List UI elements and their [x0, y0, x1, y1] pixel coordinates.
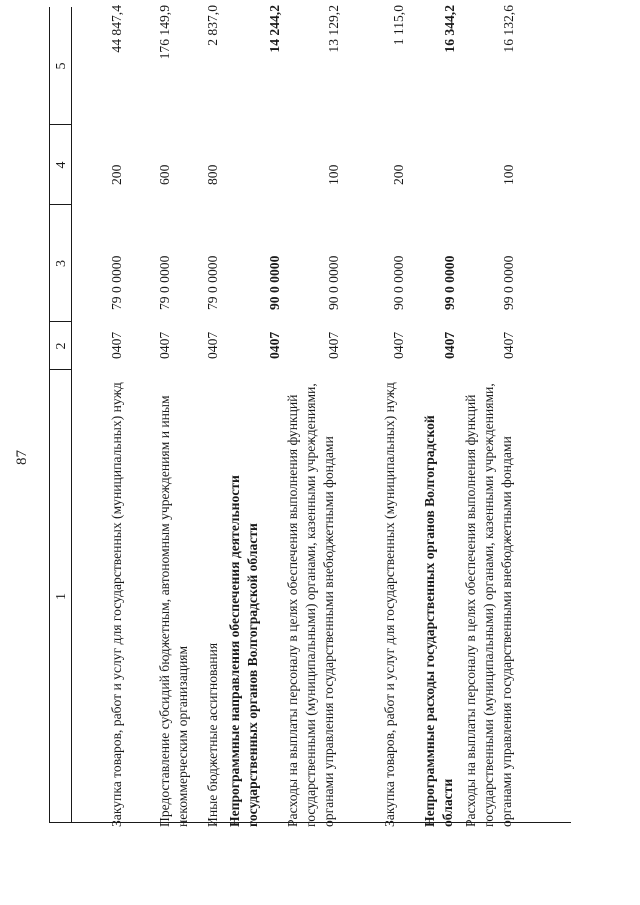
row-type: 200	[391, 164, 406, 185]
row-description: Непрограммные расходы государственных органов Волгоградской области	[422, 415, 455, 827]
row-amount: 16 344,2	[442, 5, 457, 53]
table-top-line	[49, 7, 50, 823]
header-bottom-line	[71, 7, 72, 823]
header-col-2: 2	[54, 342, 69, 350]
row-amount: 176 149,9	[157, 5, 172, 60]
row-code: 0407	[157, 331, 172, 359]
row-target: 79 0 0000	[157, 255, 172, 310]
row-code: 0407	[326, 331, 341, 359]
row-code: 0407	[442, 331, 457, 359]
row-code: 0407	[267, 331, 282, 359]
row-amount: 13 129,2	[326, 5, 341, 53]
row-amount: 16 132,6	[501, 5, 516, 53]
row-target: 99 0 0000	[442, 255, 457, 310]
header-col-3: 3	[54, 260, 69, 267]
page-number: 87	[14, 450, 30, 465]
row-type: 100	[326, 164, 341, 185]
row-type: 100	[501, 164, 516, 185]
row-type: 800	[205, 164, 220, 185]
row-target: 79 0 0000	[205, 255, 220, 310]
row-type: 200	[109, 164, 124, 185]
row-amount: 2 837,0	[205, 5, 220, 46]
row-code: 0407	[109, 331, 124, 359]
header-col-5: 5	[54, 62, 69, 70]
row-description: Расходы на выплаты персоналу в целях обеспечения выполнения функций государственными (муниципальными) органами, казенными учреждениями, органами управления государственными внебюджетными фондами	[463, 383, 514, 827]
row-code: 0407	[501, 331, 516, 359]
row-amount: 14 244,2	[267, 5, 282, 53]
row-target: 90 0 0000	[267, 255, 282, 310]
row-amount: 1 115,0	[391, 5, 406, 46]
row-description: Расходы на выплаты персоналу в целях обеспечения выполнения функций государственными (муниципальными) органами, казенными учреждениями, органами управления государственными внебюджетными фондами	[285, 383, 336, 827]
row-description: Предоставление субсидий бюджетным, автономным учреждениям и иным некоммерческим организациям	[157, 395, 190, 827]
row-target: 99 0 0000	[501, 255, 516, 310]
row-description: Закупка товаров, работ и услуг для государственных (муниципальных) нужд	[382, 382, 397, 827]
row-description: Иные бюджетные ассигнования	[205, 642, 220, 827]
row-description: Закупка товаров, работ и услуг для государственных (муниципальных) нужд	[109, 382, 124, 827]
row-target: 90 0 0000	[391, 255, 406, 310]
row-type: 600	[157, 164, 172, 185]
row-code: 0407	[205, 331, 220, 359]
row-target: 90 0 0000	[326, 255, 341, 310]
header-col-1: 1	[54, 593, 69, 600]
row-target: 79 0 0000	[109, 255, 124, 310]
header-col-4: 4	[54, 161, 69, 169]
row-code: 0407	[391, 331, 406, 359]
row-description: Непрограммные направления обеспечения деятельности государственных органов Волгоградской области	[227, 475, 260, 827]
row-amount: 44 847,4	[109, 5, 124, 53]
